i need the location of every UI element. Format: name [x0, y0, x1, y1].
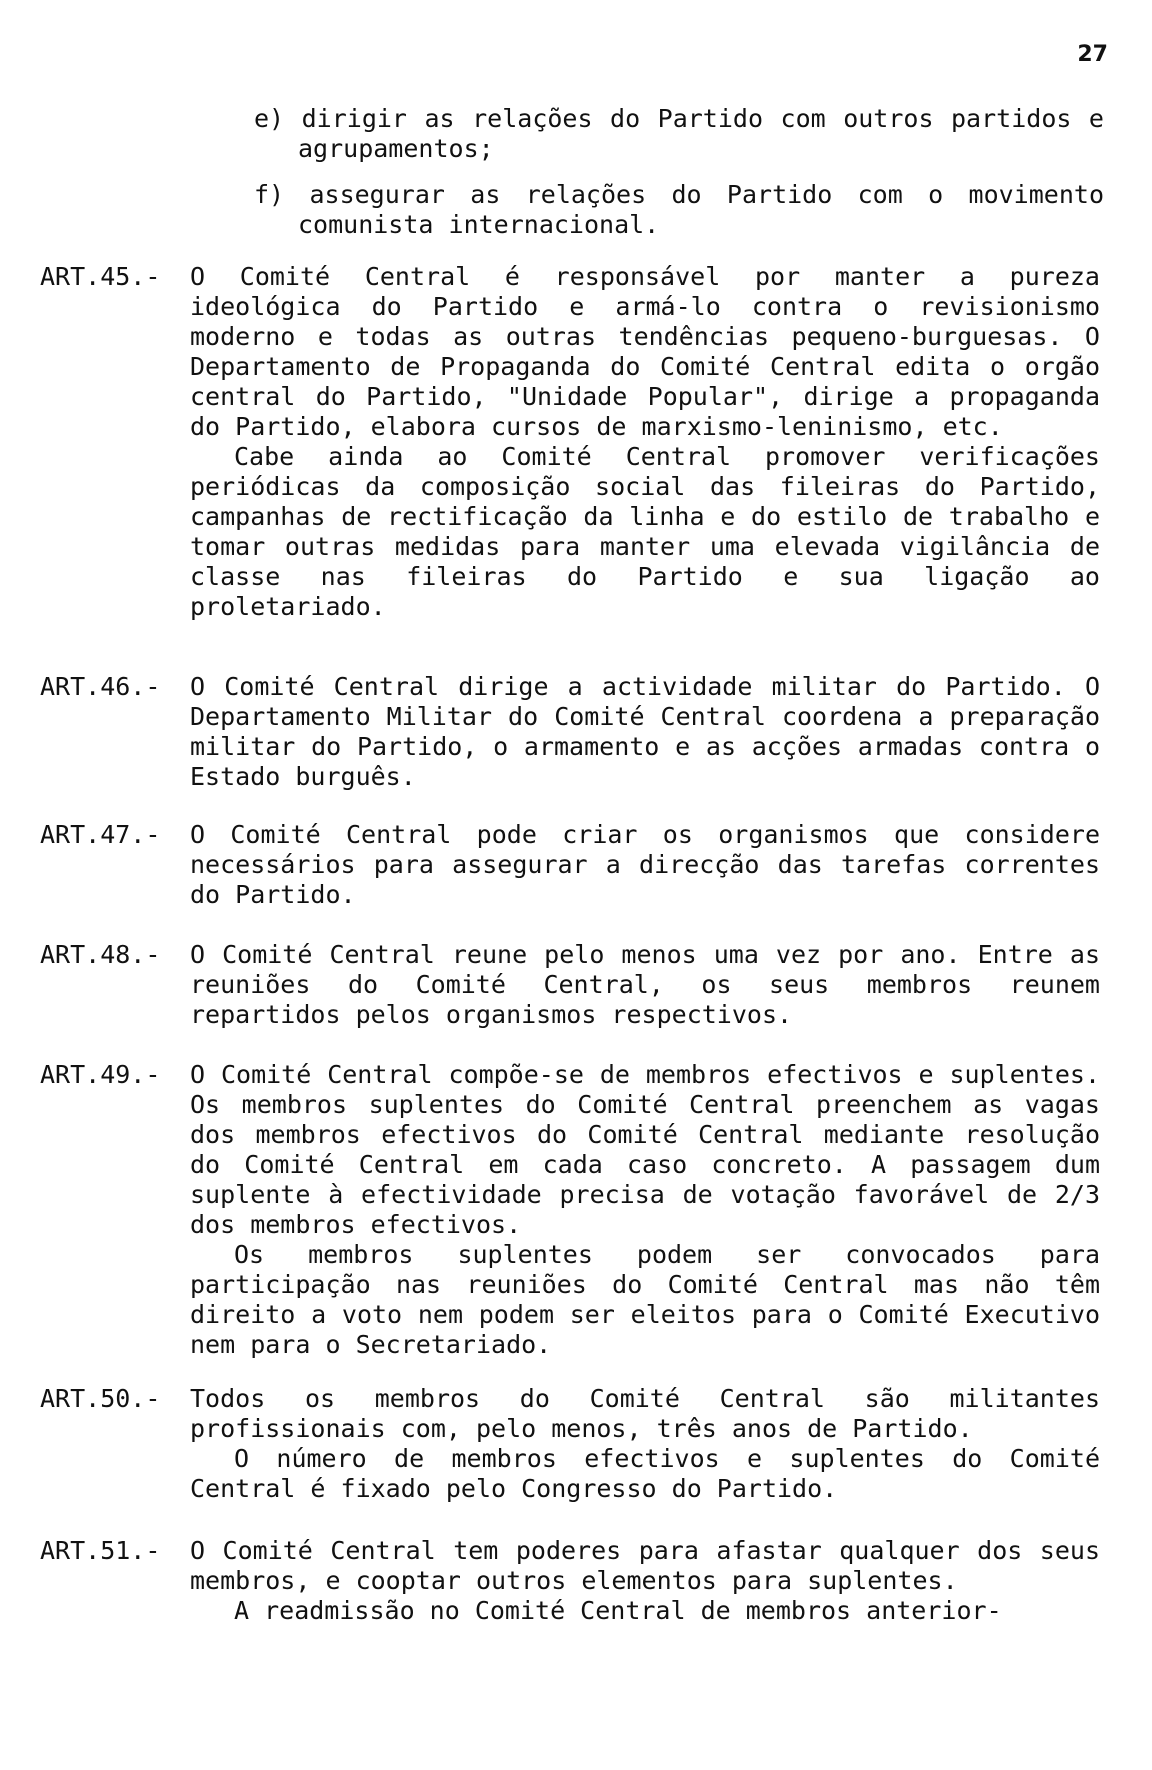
article-body — [190, 940, 1100, 1030]
list-item-f — [254, 180, 1104, 240]
article-paragraph: A readmissão no Comité Central de membros anterior- — [234, 1596, 1002, 1625]
article-body — [190, 262, 1100, 622]
article-paragraph: O Comité Central tem poderes para afastar qualquer dos seus membros, e cooptar outros elementos para suplentes. — [190, 1536, 1100, 1595]
article-label: ART.51.- — [40, 1536, 161, 1565]
article-paragraph: O Comité Central dirige a actividade militar do Partido. O Departamento Militar do Comité Central coordena a preparação militar do Partido, o armamento e as acções armadas contra o Estado burguês. — [190, 672, 1100, 791]
list-marker: f) — [254, 180, 285, 209]
article-49 — [40, 1060, 1100, 1360]
article-45 — [40, 262, 1100, 622]
article-paragraph: O Comité Central compõe-se de membros efectivos e suplentes. Os membros suplentes do Comité Central preenchem as vagas dos membros efectivos do Comité Central mediante resolução do Comité Central em cada caso concreto. A passagem dum suplente à efectividade precisa de votação favorável de 2/3 dos membros efectivos. — [190, 1060, 1100, 1239]
article-body — [190, 1536, 1100, 1626]
article-label: ART.45.- — [40, 262, 161, 291]
article-51 — [40, 1536, 1100, 1626]
article-body — [190, 1060, 1100, 1360]
article-paragraph: O Comité Central reune pelo menos uma vez por ano. Entre as reuniões do Comité Central, os seus membros reunem repartidos pelos organismos respectivos. — [190, 940, 1100, 1029]
list-item-e — [254, 104, 1104, 164]
page-number: 27 — [1077, 42, 1108, 67]
list-item-text: dirigir as relações do Partido com outros partidos e agrupamentos; — [298, 104, 1104, 163]
article-body — [190, 1384, 1100, 1504]
article-50 — [40, 1384, 1100, 1504]
article-body — [190, 672, 1100, 792]
article-paragraph: Os membros suplentes podem ser convocados para participação nas reuniões do Comité Central mas não têm direito a voto nem podem ser eleitos para o Comité Executivo nem para o Secretariado. — [190, 1240, 1100, 1359]
article-48 — [40, 940, 1100, 1030]
list-item-text: assegurar as relações do Partido com o movimento comunista internacional. — [298, 180, 1104, 239]
article-46 — [40, 672, 1100, 792]
article-paragraph: O Comité Central pode criar os organismos que considere necessários para assegurar a direcção das tarefas correntes do Partido. — [190, 820, 1100, 909]
article-label: ART.49.- — [40, 1060, 161, 1089]
list-marker: e) — [254, 104, 285, 133]
article-body — [190, 820, 1100, 910]
article-label: ART.47.- — [40, 820, 161, 849]
article-label: ART.46.- — [40, 672, 161, 701]
article-paragraph: Cabe ainda ao Comité Central promover verificações periódicas da composição social das fileiras do Partido, campanhas de rectificação da linha e do estilo de trabalho e tomar outras medidas para manter uma elevada vigilância de classe nas fileiras do Partido e sua ligação ao proletariado. — [190, 442, 1100, 621]
article-label: ART.50.- — [40, 1384, 161, 1413]
article-paragraph: O número de membros efectivos e suplentes do Comité Central é fixado pelo Congresso do Partido. — [190, 1444, 1100, 1503]
article-paragraph: O Comité Central é responsável por manter a pureza ideológica do Partido e armá-lo contra o revisionismo moderno e todas as outras tendências pequeno-burguesas. O Departamento de Propaganda do Comité Central edita o orgão central do Partido, "Unidade Popular", dirige a propaganda do Partido, elabora cursos de marxismo-leninismo, etc. — [190, 262, 1100, 441]
article-47 — [40, 820, 1100, 910]
article-paragraph: Todos os membros do Comité Central são militantes profissionais com, pelo menos, três anos de Partido. — [190, 1384, 1100, 1443]
article-label: ART.48.- — [40, 940, 161, 969]
